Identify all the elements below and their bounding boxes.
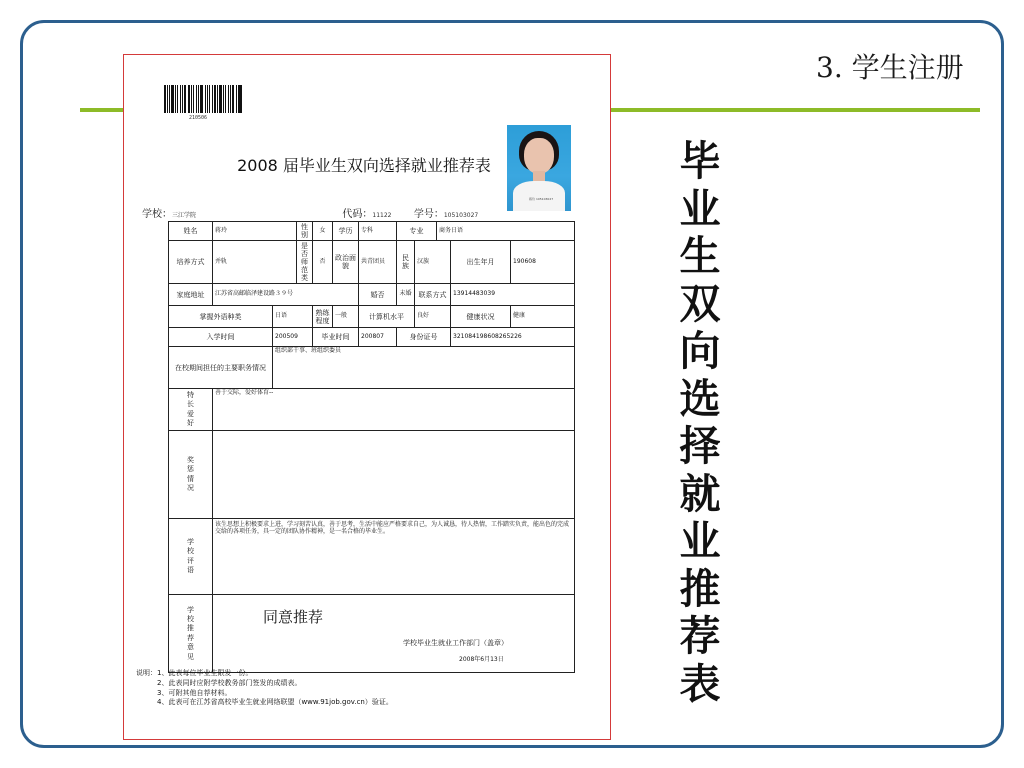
recommendation-form-document — [123, 54, 611, 740]
barcode-bar — [196, 85, 198, 113]
field-label: 熟练程度 — [313, 306, 333, 328]
school-value: 三江学院 — [172, 212, 197, 219]
code-label: 代码： — [342, 209, 373, 220]
vertical-title-char: 推 — [679, 564, 721, 613]
field-value — [213, 431, 575, 519]
barcode-bar — [207, 85, 209, 113]
slide-heading: 3. 学生注册 — [816, 51, 964, 84]
barcode-bar — [219, 85, 222, 113]
vertical-title-char: 荐 — [679, 612, 721, 660]
field-value: 并轨 — [213, 241, 297, 284]
field-value: 组织部干事、班组织委员 — [273, 347, 575, 389]
field-label: 学历 — [333, 222, 359, 241]
document-title: 2008 届毕业生双向选择就业推荐表 — [237, 156, 491, 175]
recommendation-cell — [213, 595, 575, 673]
date-text: 2008年6月13日 — [459, 656, 504, 664]
barcode-bar — [200, 85, 203, 113]
barcode-bar — [230, 85, 231, 113]
vertical-title-char: 选 — [679, 374, 721, 423]
code-value: 11122 — [372, 212, 392, 219]
field-value: 商务日语 — [437, 222, 575, 241]
table-row — [169, 306, 575, 328]
vertical-title-char: 就 — [679, 469, 721, 518]
vertical-title-char: 向 — [679, 327, 721, 375]
accent-rule-right — [608, 108, 980, 112]
field-label: 姓名 — [169, 222, 213, 241]
field-label: 学 校 评 语 — [169, 519, 213, 595]
field-label: 特 长 爱 好 — [169, 389, 213, 431]
barcode-bar — [217, 85, 218, 113]
recommend-text: 同意推荐 — [263, 608, 324, 627]
note-line: 4、此表可在江苏省高校毕业生就业网络联盟（www.91job.gov.cn）验证。 — [136, 698, 393, 707]
field-label: 家庭地址 — [169, 284, 213, 306]
vertical-title-char: 择 — [679, 422, 721, 470]
department-text: 学校毕业生就业工作部门（盖章） — [403, 639, 508, 648]
note-line: 2、此表同时应附学校教务部门签发的成绩表。 — [136, 678, 302, 687]
recommendation-form-table — [168, 221, 575, 673]
field-label: 性别 — [297, 222, 313, 241]
field-value: 共青团员 — [359, 241, 397, 284]
barcode-bar — [188, 85, 191, 113]
field-value: 该生思想上积极要求上进，学习刻苦认真，善于思考，生活中能应严格要求自己，为人诚恳，待人热情，工作踏实负责，能出色的完成交给的各项任务，具一定的团队协作精神，是一名合格的毕业生。 — [213, 519, 575, 595]
notes — [136, 669, 576, 708]
field-label: 入学时间 — [169, 328, 273, 347]
barcode-number: 210506 — [189, 115, 208, 121]
barcode-bar — [167, 85, 168, 113]
vertical-title-char: 毕 — [679, 137, 721, 185]
barcode-bar — [171, 85, 174, 113]
table-row — [169, 328, 575, 347]
vertical-title-char: 表 — [679, 659, 721, 708]
photo-caption: 蒋玲 105103027 — [529, 197, 554, 201]
field-label: 专业 — [397, 222, 437, 241]
field-label: 身份证号 — [397, 328, 451, 347]
barcode-bar — [193, 85, 194, 113]
barcode-bar — [238, 85, 239, 113]
field-value: 190608 — [511, 241, 575, 284]
barcode — [164, 85, 244, 113]
barcode-bar — [225, 85, 226, 113]
vertical-title-char: 业 — [679, 184, 721, 233]
school-label: 学校： — [142, 209, 172, 220]
barcode-bar — [236, 85, 237, 113]
field-label: 培养方式 — [169, 241, 213, 284]
barcode-bar — [228, 85, 230, 113]
table-row — [169, 595, 575, 673]
field-label: 联系方式 — [415, 284, 451, 306]
table-row — [169, 389, 575, 431]
field-value: 否 — [313, 241, 333, 284]
vertical-title-char: 双 — [679, 279, 721, 328]
barcode-bar — [164, 85, 166, 113]
field-value: 良好 — [415, 306, 451, 328]
barcode-bar — [180, 85, 181, 113]
table-row — [169, 284, 575, 306]
barcode-bar — [212, 85, 213, 113]
student-photo — [507, 125, 571, 211]
barcode-bar — [169, 85, 170, 113]
barcode-bar — [182, 85, 183, 113]
student-no-value: 105103027 — [443, 212, 479, 219]
barcode-bar — [205, 85, 206, 113]
field-label: 是否师范类 — [297, 241, 313, 284]
barcode-bar — [214, 85, 216, 113]
field-value: 专科 — [359, 222, 397, 241]
field-label: 学 校 推 荐 意 见 — [169, 595, 213, 673]
field-label: 在校期间担任的主要职务情况 — [169, 347, 273, 389]
accent-rule-left — [80, 108, 124, 112]
field-label: 政治面貌 — [333, 241, 359, 284]
table-row — [169, 222, 575, 241]
barcode-bar — [184, 85, 186, 113]
field-value: 汉族 — [415, 241, 451, 284]
barcode-bar — [209, 85, 210, 113]
barcode-bar — [175, 85, 176, 113]
field-value: 200509 — [273, 328, 313, 347]
field-value: 未婚 — [397, 284, 415, 306]
field-value: 日语 — [273, 306, 313, 328]
field-value: 13914483039 — [451, 284, 575, 306]
vertical-title-char: 业 — [679, 517, 721, 565]
barcode-bar — [177, 85, 179, 113]
field-value: 健康 — [511, 306, 575, 328]
field-label: 民族 — [397, 241, 415, 284]
field-label: 健康状况 — [451, 306, 511, 328]
table-row — [169, 241, 575, 284]
table-row — [169, 347, 575, 389]
field-label: 掌握外语种类 — [169, 306, 273, 328]
barcode-bar — [191, 85, 192, 113]
barcode-bar — [223, 85, 224, 113]
table-row — [169, 431, 575, 519]
barcode-bar — [239, 85, 242, 113]
field-value: 321084198608265226 — [451, 328, 575, 347]
field-value: 蒋玲 — [213, 222, 297, 241]
field-label: 婚否 — [359, 284, 397, 306]
barcode-bar — [232, 85, 234, 113]
field-value: 女 — [313, 222, 333, 241]
note-line: 说明：1、此表每位毕业生限发一份。 — [136, 669, 253, 677]
field-value: 一般 — [333, 306, 359, 328]
note-line: 3、可附其他自荐材料。 — [136, 688, 232, 697]
field-label: 出生年月 — [451, 241, 511, 284]
vertical-title — [676, 138, 724, 708]
barcode-bar — [198, 85, 199, 113]
table-row — [169, 519, 575, 595]
field-label: 计算机水平 — [359, 306, 415, 328]
field-label: 毕业时间 — [313, 328, 359, 347]
field-value: 江苏省高邮临泽建设路３９号 — [213, 284, 359, 306]
student-no-label: 学号： — [413, 209, 444, 220]
field-value: 善于交际，爱好体育-- — [213, 389, 575, 431]
field-value: 200807 — [359, 328, 397, 347]
vertical-title-char: 生 — [679, 232, 721, 280]
field-label: 奖 惩 情 况 — [169, 431, 213, 519]
school-info-line — [142, 205, 602, 219]
